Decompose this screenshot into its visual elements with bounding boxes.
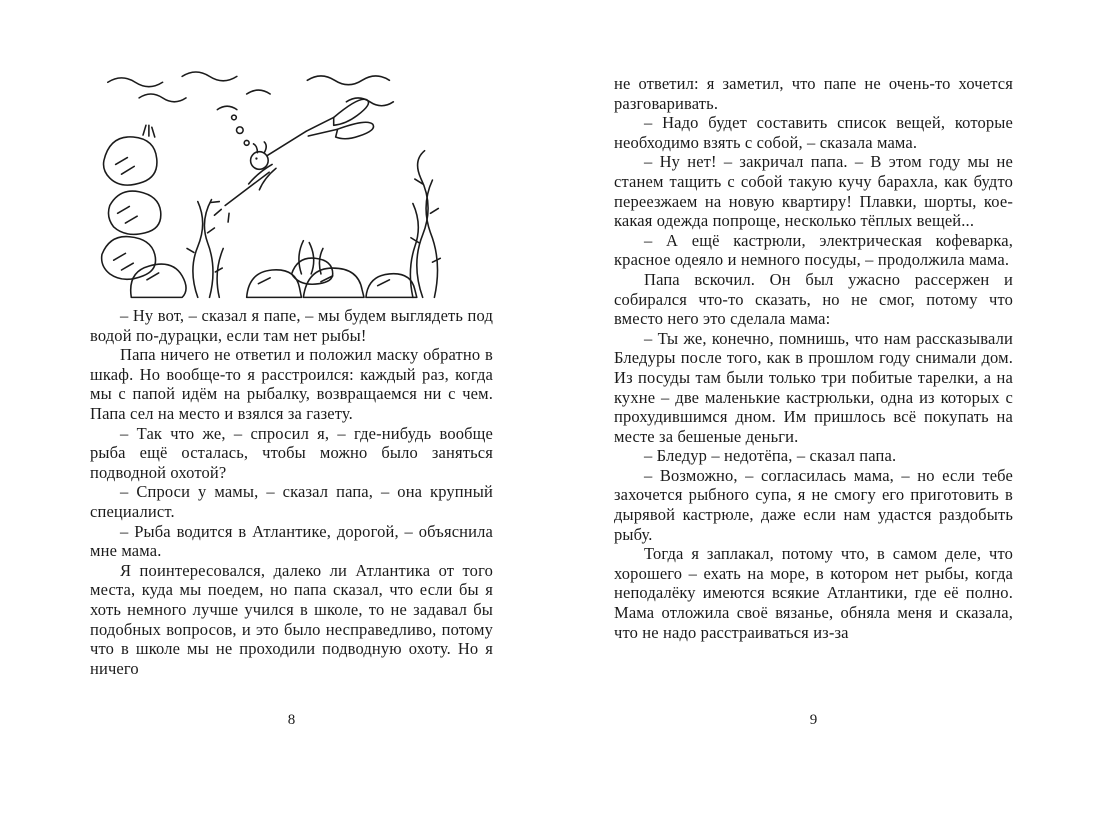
paragraph: – Бледур – недотёпа, – сказал папа. — [644, 446, 897, 466]
page-number-right: 9 — [809, 712, 818, 728]
paragraph: – Ну нет! – закричал папа. – В этом году мы не станем тащить с собой такую кучу барахла, как будто переезжаем на новую квартиру! Плавки, шорты, кое-какая одежда попроще, несколько тёплых вещей... — [614, 152, 1013, 231]
paragraph: – Так что же, – спросил я, – где-нибудь вообще рыба ещё осталась, чтобы можно было заняться подводной охотой? — [90, 423, 493, 482]
paragraph: Я поинтересовался, далеко ли Атлантика от того места, куда мы поедем, но папа сказал, что если бы я хоть немного лучше учился в школе, то не задавал бы подобных вопросов, и это было несправедливо, потому что в школе мы не проходили подводную охоту. Но я ничего — [90, 560, 493, 678]
paragraph: – Надо будет составить список вещей, которые необходимо взять с собой, – сказала мама. — [614, 113, 1013, 152]
page-left-text — [90, 306, 493, 678]
underwater-spearfishing-drawing-svg — [100, 64, 452, 300]
page-number-left: 8 — [287, 712, 296, 728]
paragraph: – Ты же, конечно, помнишь, что нам рассказывали Бледуры после того, как в прошлом году снимали дом. Из посуды там были только три побитые тарелки, а на кухне – две маленькие кастрюльки, одна из которых с прохудившимся дном. Им пришлось всё покупать на месте за бешеные деньги. — [614, 328, 1013, 446]
paragraph: – Спроси у мамы, – сказал папа, – она крупный специалист. — [90, 482, 493, 521]
paragraph: Тогда я заплакал, потому что, в самом деле, что хорошего – ехать на море, в котором нет рыбы, когда неподалёку имеются всякие Атлантики, где её полно. Мама отложила своё вязанье, обняла меня и сказала, что не надо расстраиваться из-за — [614, 544, 1013, 642]
paragraph: – Ну вот, – сказал я папе, – мы будем выглядеть под водой по-дурацки, если там нет рыбы! — [90, 306, 493, 345]
underwater-illustration — [100, 64, 452, 300]
paragraph: – А ещё кастрюли, электрическая кофеварка, красное одеяло и немного посуды, – продолжила мама. — [614, 230, 1013, 270]
paragraph: Папа вскочил. Он был ужасно рассержен и собирался что-то сказать, но не смог, потому что вместо него это сделала мама: — [614, 269, 1013, 329]
paragraph: – Возможно, – согласилась мама, – но если тебе захочется рыбного супа, я не смогу его приготовить в дырявой кастрюле, даже если нам удастся раздобыть рыбу. — [614, 465, 1013, 544]
paragraph: Папа ничего не ответил и положил маску обратно в шкаф. Но вообще-то я расстроился: каждый раз, когда мы с папой идём на рыбалку, возвращаемся ни с чем. Папа сел на место и взялся за газету. — [90, 345, 493, 423]
page-right-text — [614, 74, 1013, 642]
paragraph: не ответил: я заметил, что папе не очень-то хочется разговаривать. — [614, 74, 1013, 113]
paragraph: – Рыба водится в Атлантике, дорогой, – объяснила мне мама. — [90, 521, 493, 561]
